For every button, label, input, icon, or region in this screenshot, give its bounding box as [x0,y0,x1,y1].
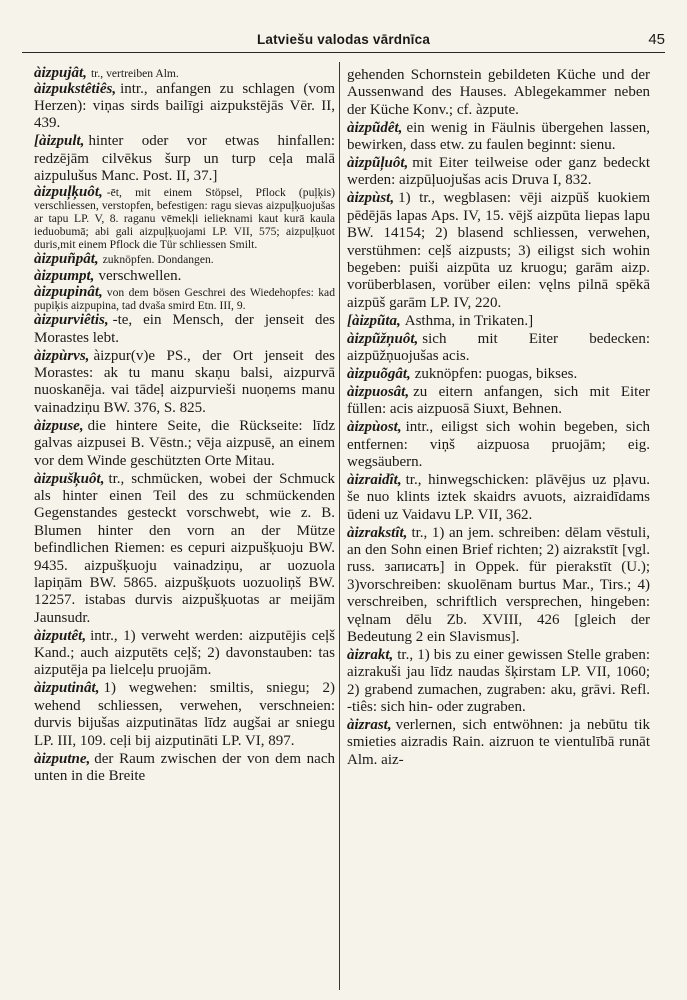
entry-headword: àizpuõgât, [347,365,411,382]
entry-definition: zuknöpfen. Dondangen. [102,252,214,266]
entry-definition: intr., 1) verweht werden: aizputējis ceļš Kand.; auch aizputēts ceļš; 2) davonstauben: tas aizputēja pa lielceļu pruojām. [34,627,335,679]
page-number: 45 [648,31,665,48]
entry-definition: verlernen, sich entwöhnen: ja nebūtu tik smieties aizradis Rain. aizruon te vientulībā runāt Alm. aiz- [347,717,650,768]
entry-headword: àizputinât, [34,680,100,697]
dictionary-entry [347,647,650,717]
dictionary-entry [347,525,650,647]
dictionary-entry [347,313,650,330]
dictionary-entry [347,120,650,155]
entry-headword: àizpurviêtis, [34,312,109,329]
entry-headword: àizpũdêt, [347,119,403,136]
entry-headword: àizpũļuôt, [347,155,409,172]
entry-headword: [àizpult, [34,133,85,150]
dictionary-entry [34,628,335,680]
right-column [347,67,650,770]
entry-headword: àizrast, [347,717,392,734]
dictionary-entry [34,680,335,750]
entry-definition: àizpur(v)e PS., der Ort jenseit des Morastes: ak tu manu skaņu balsi, aizpurvā nuoskanēja. vai tādeļ aizpurvieši nuoņems manu vainadziņu BW. 376, S. 825. [34,347,335,416]
dictionary-entry [34,418,335,470]
dictionary-entry [34,81,335,133]
dictionary-entry [347,366,650,383]
entry-definition: hinter oder vor etwas hinfallen: redzējām cilvēkus šurp un turp ceļa malā aizpulušus Manc. Post. II, 37.] [34,133,335,185]
entry-headword: àizpupinât, [34,283,103,300]
entry-headword: àizputne, [34,750,91,767]
entry-headword: àizpùost, [347,419,402,436]
dictionary-entry [347,472,650,524]
dictionary-entry [347,384,650,419]
entry-headword: àizpuosât, [347,383,410,400]
dictionary-entry [34,250,335,267]
dictionary-entry [34,67,335,80]
entry-definition: -ēt, mit einem Stöpsel, Pflock (puļķis) verschliessen, verstopfen, befestigen: ragu sievas aizpuļķuojušas ar tapu LP. V, 8. raganu vēmekļi ielieknami kaut kurā kaula ieduobumā; abi gali aizpuļķuojami LP. VII, 575; aizpuļķuot duris,mit einem Pflock die Tür schliessen Smilt. [34,185,335,251]
entry-definition: tr., 1) bis zu einer gewissen Stelle graben: aizrakuši jau līdz naudas šķirstam LP. VII, 1060; 2) grabend zumachen, zugraben: aku, grāvi. Refl. -tiês: sich hin- oder zugraben. [347,646,650,716]
dictionary-entry [34,268,335,285]
entry-definition: -te, ein Mensch, der jenseit des Morastes lebt. [34,312,335,346]
entry-definition: die hintere Seite, die Rückseite: līdz galvas aizpusei B. Vēstn.; vēja aizpusē, an einem vor dem Winde geschützten Orte Mitau. [34,417,335,469]
dictionary-entry [347,419,650,471]
entry-headword: àizrakstît, [347,524,408,541]
column-divider [339,62,340,990]
entry-headword: àizraidît, [347,471,402,488]
entry-definition: ein wenig in Fäulnis übergehen lassen, bewirken, dass etw. zu faulen beginnt: sienu. [347,119,650,154]
dictionary-entry [34,348,335,418]
entry-headword: àizpùst, [347,190,395,207]
dictionary-entry [347,190,650,312]
dictionary-entry [34,183,335,251]
entry-headword: àizpušķuôt, [34,470,105,487]
entry-definition: intr., anfangen zu schlagen (vom Herzen): viņas sirds bailīgi aizpukstējās Vēr. II, 439. [34,80,335,132]
entry-headword: àizpumpt, [34,267,95,284]
entry-headword: àizpũžņuôt, [347,330,419,347]
entry-definition: zu eitern anfangen, sich mit Eiter füllen: acis aizpuosā Siuxt, Behnen. [347,383,650,418]
entry-headword: àizputêt, [34,627,87,644]
entry-definition: sich mit Eiter bedecken: aizpūžņuojušas acis. [347,330,650,364]
dictionary-entry [34,133,335,185]
entry-headword: àizpuñpât, [34,250,99,267]
dictionary-entry [34,312,335,347]
entry-headword: àizpùrvs, [34,347,90,364]
entry-definition: mit Eiter teilweise oder ganz bedeckt werden: aizpūļuojušas acis Druva I, 832. [347,155,650,189]
entry-definition: der Raum zwischen der von dem nach unten in die Breite [34,750,335,784]
left-column [34,67,335,786]
dictionary-entry [34,283,335,312]
entry-definition: tr., 1) an jem. schreiben: dēlam vēstuli, an den Sohn einen Brief richten; 2) aizrakstīt [vgl. russ. записать] in Oppek. für pierakstīt (U.); 3)vorschreiben: skuolēnam burtus Mar., Tirs.; 4) verschreiben, schriftlich versprechen, hingeben: vęlnam dēlu Zb. XVIII, 426 [gleich der Bedeutung 2 ein Slavismus]. [347,524,650,645]
dictionary-entry [34,471,335,628]
page-header [22,30,665,53]
dictionary-entry [347,155,650,190]
entry-definition: 1) tr., wegblasen: vēji aizpūš kuokiem pēdējās lapas Aps. IV, 15. vējš aizpūta liepas lapu BW. 14154; 2) blasend schliessen, verwehen, verstühmen: ceļš aizpusts; 3) eiligst sich wohin begeben: puiši aizpūta uz kruogu; garām aizp. vorüberblasen, vorüber eilen: vęlns pilnā spēkā aizpūš garām LP. IV, 220. [347,190,650,311]
dictionary-entry [347,67,650,119]
dictionary-entry [347,717,650,769]
entry-headword: àizpuļķuôt, [34,183,103,200]
dictionary-entry [34,751,335,786]
entry-definition: intr., eiligst sich wohin begeben, sich entfernen: viņš aizpuosa pruojām; eig. wegsäubern. [347,419,650,470]
entry-definition: 1) wegwehen: smiltis, sniegu; 2) wehend schliessen, verwehen, verschneien: durvis bijušas aizputinātas līdz augšai ar sniegu LP. III, 109. ceļi bij aizputināti LP. VI, 897. [34,680,335,749]
entry-definition: zuknöpfen: puogas, bikses. [414,365,578,382]
entry-headword: àizrakt, [347,646,394,663]
entry-definition: Asthma, in Trikaten.] [404,312,534,329]
entry-headword: àizpuse, [34,417,84,434]
entry-headword: [àizpũta, [347,312,401,329]
entry-definition: tr., vertreiben Alm. [90,67,179,80]
entry-definition: tr., hinwegschicken: plāvējus uz pļavu. še nuo klints iztek skaidrs avuots, aizraidīdams ūdeni uz Vaidavu LP. VII, 362. [347,471,650,523]
entry-headword: àizpukstêtiês, [34,80,117,97]
page-title: Latviešu valodas vārdnīca [256,32,431,47]
entry-definition: gehenden Schornstein gebildeten Küche und der Aussenwand des Hauses. Ablegekammer neben der Küche Konv.; cf. àzpute. [347,67,650,118]
entry-definition: verschwellen. [98,267,182,284]
dictionary-entry [347,331,650,366]
entry-definition: von dem bösen Geschrei des Wiedehopfes: kad pupiķis aizpupina, tad dvaša smird Etn. III, 9. [34,285,335,312]
entry-headword: àizpujât, [34,65,87,81]
entry-definition: tr., schmücken, wobei der Schmuck als hinter einen Teil des zu schmückenden Gegenstandes gesteckt vorschwebt, wie z. B. Blumen hinter den vorn an der Mütze befindlichen Riemen: es cepuri aizpušķuoju BW. 9435. aizpušķuoju vainadziņu, ar uozuola lapiņām BW. 5865. aizpušķuots uozuoliņš BW. 12257. istabas durvis aizpušķuotas ar meijām Jaunsudr. [34,470,335,626]
